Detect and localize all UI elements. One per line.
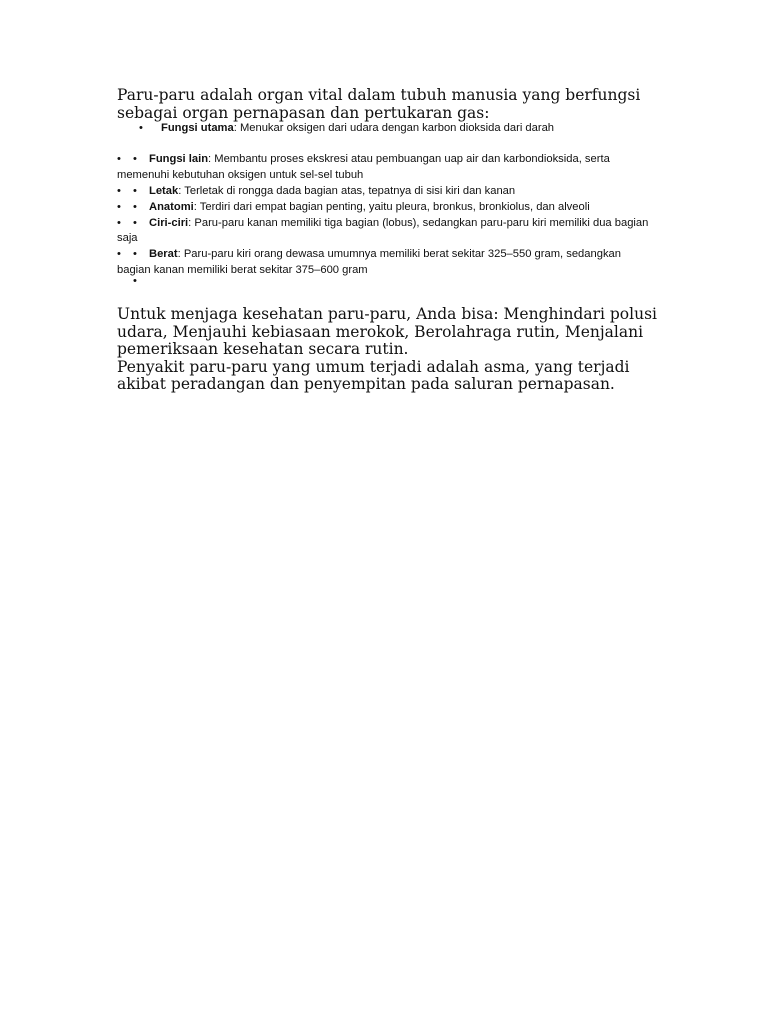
bullet-icon: •	[133, 184, 137, 197]
list-item-anatomi	[117, 200, 652, 216]
item-text: : Paru-paru kanan memiliki tiga bagian (lobus), sedangkan paru-paru kiri memiliki dua bagian saja	[117, 216, 649, 244]
bullet-icon: •	[133, 153, 137, 165]
item-term: Fungsi lain	[149, 153, 209, 165]
bullet-icon: •	[133, 200, 137, 213]
item-term: Fungsi utama	[161, 122, 234, 134]
item-text: : Membantu proses ekskresi atau pembuangan uap air dan karbondioksida, serta memenuhi kebutuhan oksigen untuk sel-sel tubuh	[117, 153, 610, 181]
double-bullet	[117, 184, 149, 200]
bullet-icon: •	[133, 248, 137, 260]
bullet-list	[117, 152, 652, 279]
item-term: Letak	[149, 184, 179, 197]
item-text: : Terdiri dari empat bagian penting, yaitu pleura, bronkus, bronkiolus, dan alveoli	[193, 200, 590, 213]
bullet-icon: •	[133, 216, 137, 229]
double-bullet	[117, 247, 149, 263]
double-bullet	[117, 152, 149, 168]
list-item-fungsi-utama	[139, 121, 659, 137]
bullet-icon: •	[139, 122, 143, 134]
bullet-icon: •	[117, 248, 121, 260]
bullet-icon: •	[133, 275, 137, 287]
item-term: Ciri-ciri	[149, 216, 189, 229]
closing-section	[117, 306, 657, 394]
empty-list-item	[117, 274, 149, 290]
item-term: Anatomi	[149, 200, 194, 213]
bullet-icon: •	[117, 216, 121, 229]
double-bullet	[117, 216, 149, 232]
item-term: Berat	[149, 248, 178, 260]
item-text: : Terletak di rongga dada bagian atas, tepatnya di sisi kiri dan kanan	[178, 184, 516, 197]
list-item-ciri-ciri	[117, 216, 652, 247]
list-item-letak	[117, 184, 652, 200]
double-bullet	[117, 200, 149, 216]
item-text: : Menukar oksigen dari udara dengan karbon dioksida dari darah	[233, 122, 555, 134]
bullet-icon: •	[117, 184, 121, 197]
bullet-icon: •	[117, 153, 121, 165]
bullet-icon: •	[117, 200, 121, 213]
item-text: : Paru-paru kiri orang dewasa umumnya memiliki berat sekitar 325–550 gram, sedangkan bagian kanan memiliki berat sekitar 375–600 gram	[117, 248, 621, 276]
double-bullet	[117, 274, 149, 290]
closing-paragraph-disease: Penyakit paru-paru yang umum terjadi adalah asma, yang terjadi akibat peradangan dan penyempitan pada saluran pernapasan.	[117, 357, 630, 393]
list-item-berat	[117, 247, 652, 278]
closing-paragraph-health: Untuk menjaga kesehatan paru-paru, Anda bisa: Menghindari polusi udara, Menjauhi kebiasaan merokok, Berolahraga rutin, Menjalani pemeriksaan kesehatan secara rutin.	[117, 305, 657, 358]
intro-paragraph: Paru-paru adalah organ vital dalam tubuh manusia yang berfungsi sebagai organ pernapasan dan pertukaran gas:	[117, 86, 641, 122]
list-item-fungsi-lain	[117, 152, 652, 183]
